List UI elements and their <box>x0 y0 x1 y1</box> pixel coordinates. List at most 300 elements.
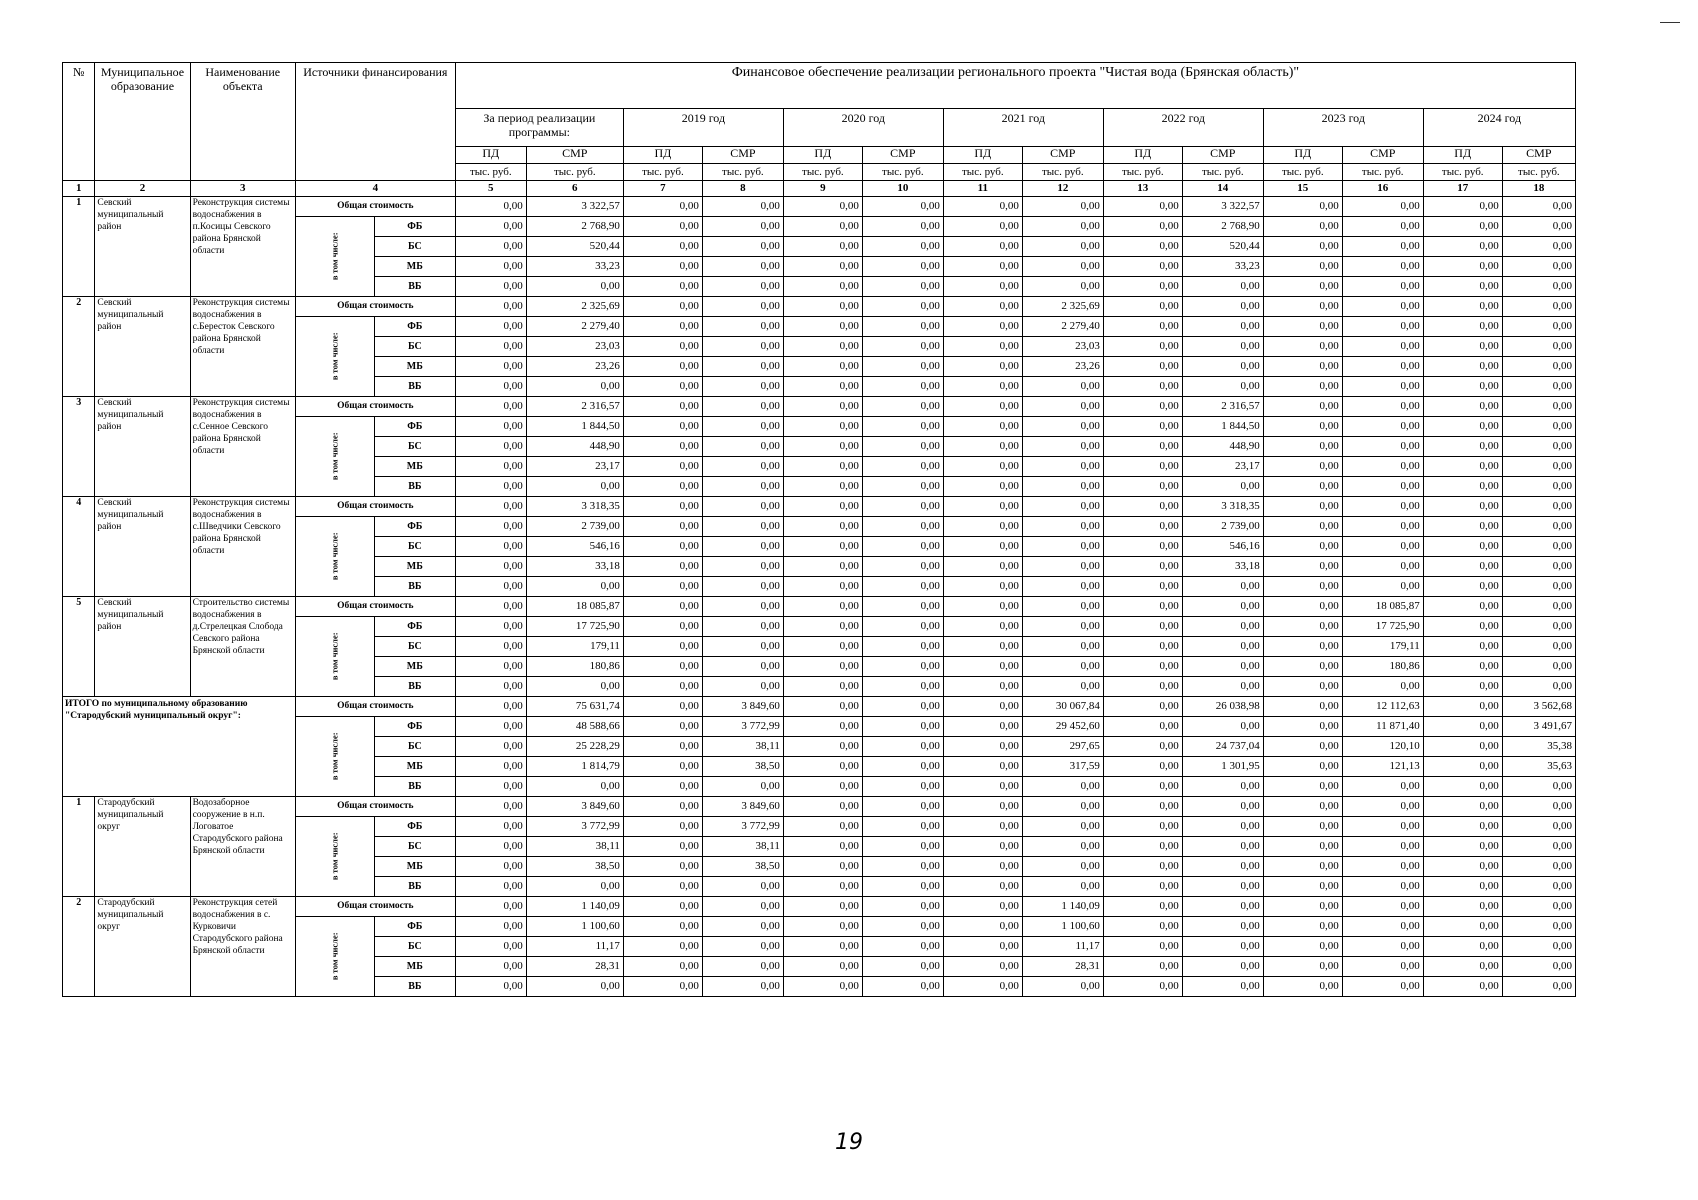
header-unit: тыс. руб. <box>943 164 1022 181</box>
value-cell: 0,00 <box>943 597 1022 617</box>
value-cell: 38,11 <box>702 737 783 757</box>
value-cell: 0,00 <box>455 217 526 237</box>
header-unit: тыс. руб. <box>1182 164 1263 181</box>
value-cell: 0,00 <box>623 677 702 697</box>
value-cell: 2 739,00 <box>1182 517 1263 537</box>
value-cell: 18 085,87 <box>526 597 623 617</box>
value-cell: 0,00 <box>1022 397 1103 417</box>
value-cell: 0,00 <box>862 237 943 257</box>
value-cell: 1 140,09 <box>1022 897 1103 917</box>
value-cell: 0,00 <box>702 917 783 937</box>
value-cell: 0,00 <box>455 637 526 657</box>
value-cell: 0,00 <box>783 577 862 597</box>
value-cell: 75 631,74 <box>526 697 623 717</box>
source-label: БС <box>374 537 455 557</box>
value-cell: 0,00 <box>783 717 862 737</box>
value-cell: 0,00 <box>1103 437 1182 457</box>
value-cell: 0,00 <box>943 437 1022 457</box>
value-cell: 0,00 <box>1022 377 1103 397</box>
row-index: 2 <box>63 897 95 997</box>
column-number: 12 <box>1022 181 1103 197</box>
source-label: МБ <box>374 557 455 577</box>
source-label: ВБ <box>374 577 455 597</box>
value-cell: 0,00 <box>623 557 702 577</box>
table-row-total <box>63 197 1576 217</box>
value-cell: 0,00 <box>1502 297 1575 317</box>
value-cell: 0,00 <box>783 837 862 857</box>
value-cell: 0,00 <box>1502 777 1575 797</box>
value-cell: 0,00 <box>862 277 943 297</box>
value-cell: 0,00 <box>623 617 702 637</box>
value-cell: 0,00 <box>702 457 783 477</box>
value-cell: 0,00 <box>455 697 526 717</box>
page-number: 19 <box>835 1130 863 1155</box>
value-cell: 0,00 <box>1103 797 1182 817</box>
header-year-2021: 2021 год <box>943 109 1103 147</box>
table-row-total <box>63 497 1576 517</box>
value-cell: 0,00 <box>1263 297 1342 317</box>
value-cell: 0,00 <box>623 277 702 297</box>
value-cell: 546,16 <box>526 537 623 557</box>
including-label-cell <box>295 217 374 297</box>
value-cell: 0,00 <box>623 777 702 797</box>
value-cell: 0,00 <box>455 397 526 417</box>
value-cell: 0,00 <box>455 777 526 797</box>
value-cell: 0,00 <box>455 317 526 337</box>
value-cell: 0,00 <box>623 517 702 537</box>
value-cell: 0,00 <box>1342 197 1423 217</box>
value-cell: 0,00 <box>1423 197 1502 217</box>
value-cell: 0,00 <box>862 477 943 497</box>
value-cell: 25 228,29 <box>526 737 623 757</box>
value-cell: 0,00 <box>862 197 943 217</box>
value-cell: 0,00 <box>1103 297 1182 317</box>
value-cell: 0,00 <box>455 617 526 637</box>
column-number: 1 <box>63 181 95 197</box>
source-label: МБ <box>374 457 455 477</box>
source-label: ВБ <box>374 777 455 797</box>
value-cell: 0,00 <box>1502 517 1575 537</box>
value-cell: 0,00 <box>862 317 943 337</box>
value-cell: 0,00 <box>1423 797 1502 817</box>
value-cell: 0,00 <box>943 657 1022 677</box>
including-label-cell <box>295 617 374 697</box>
source-label: МБ <box>374 957 455 977</box>
value-cell: 3 318,35 <box>526 497 623 517</box>
value-cell: 0,00 <box>702 517 783 537</box>
value-cell: 0,00 <box>1263 217 1342 237</box>
row-index: 4 <box>63 497 95 597</box>
value-cell: 0,00 <box>783 657 862 677</box>
value-cell: 0,00 <box>702 577 783 597</box>
value-cell: 0,00 <box>1502 197 1575 217</box>
header-unit: тыс. руб. <box>1103 164 1182 181</box>
source-label: ФБ <box>374 717 455 737</box>
value-cell: 0,00 <box>623 377 702 397</box>
value-cell: 0,00 <box>1263 877 1342 897</box>
municipality-cell: Севский муниципальный район <box>95 397 190 497</box>
source-label: ВБ <box>374 977 455 997</box>
value-cell: 0,00 <box>1263 757 1342 777</box>
value-cell: 0,00 <box>783 317 862 337</box>
value-cell: 0,00 <box>1502 377 1575 397</box>
value-cell: 0,00 <box>623 977 702 997</box>
value-cell: 0,00 <box>862 397 943 417</box>
value-cell: 17 725,90 <box>526 617 623 637</box>
value-cell: 0,00 <box>623 597 702 617</box>
value-cell: 0,00 <box>1103 357 1182 377</box>
including-label-cell <box>295 517 374 597</box>
value-cell: 0,00 <box>943 677 1022 697</box>
value-cell: 0,00 <box>1263 337 1342 357</box>
source-label: ВБ <box>374 477 455 497</box>
value-cell: 0,00 <box>943 757 1022 777</box>
value-cell: 0,00 <box>1342 477 1423 497</box>
header-year-2022: 2022 год <box>1103 109 1263 147</box>
source-label: МБ <box>374 757 455 777</box>
value-cell: 520,44 <box>1182 237 1263 257</box>
value-cell: 0,00 <box>1103 337 1182 357</box>
value-cell: 0,00 <box>702 277 783 297</box>
value-cell: 0,00 <box>1502 257 1575 277</box>
value-cell: 0,00 <box>526 377 623 397</box>
value-cell: 297,65 <box>1022 737 1103 757</box>
value-cell: 0,00 <box>862 217 943 237</box>
value-cell: 0,00 <box>1103 497 1182 517</box>
value-cell: 0,00 <box>702 217 783 237</box>
value-cell: 2 316,57 <box>526 397 623 417</box>
value-cell: 0,00 <box>1182 577 1263 597</box>
value-cell: 0,00 <box>1022 237 1103 257</box>
including-label: в том числе: <box>329 332 340 381</box>
value-cell: 3 322,57 <box>1182 197 1263 217</box>
value-cell: 0,00 <box>943 837 1022 857</box>
value-cell: 0,00 <box>783 337 862 357</box>
value-cell: 0,00 <box>1263 957 1342 977</box>
value-cell: 33,18 <box>526 557 623 577</box>
value-cell: 317,59 <box>1022 757 1103 777</box>
finance-table-sheet <box>62 62 1576 997</box>
value-cell: 0,00 <box>943 617 1022 637</box>
value-cell: 0,00 <box>623 857 702 877</box>
value-cell: 0,00 <box>783 897 862 917</box>
value-cell: 0,00 <box>1103 257 1182 277</box>
value-cell: 0,00 <box>862 537 943 557</box>
value-cell: 0,00 <box>623 717 702 737</box>
value-cell: 11 871,40 <box>1342 717 1423 737</box>
value-cell: 180,86 <box>526 657 623 677</box>
value-cell: 0,00 <box>1263 537 1342 557</box>
value-cell: 0,00 <box>1263 197 1342 217</box>
header-unit: тыс. руб. <box>1022 164 1103 181</box>
value-cell: 0,00 <box>1423 877 1502 897</box>
value-cell: 0,00 <box>1263 897 1342 917</box>
value-cell: 0,00 <box>1423 897 1502 917</box>
value-cell: 0,00 <box>862 617 943 637</box>
value-cell: 0,00 <box>943 297 1022 317</box>
value-cell: 0,00 <box>783 957 862 977</box>
value-cell: 0,00 <box>455 197 526 217</box>
value-cell: 23,03 <box>1022 337 1103 357</box>
finance-table <box>62 62 1576 997</box>
table-row-total <box>63 697 1576 717</box>
value-cell: 0,00 <box>943 217 1022 237</box>
value-cell: 3 772,99 <box>526 817 623 837</box>
value-cell: 0,00 <box>1103 937 1182 957</box>
value-cell: 0,00 <box>1423 317 1502 337</box>
value-cell: 0,00 <box>1502 237 1575 257</box>
value-cell: 0,00 <box>783 277 862 297</box>
value-cell: 0,00 <box>783 557 862 577</box>
value-cell: 0,00 <box>1022 597 1103 617</box>
source-label: БС <box>374 837 455 857</box>
value-cell: 0,00 <box>702 977 783 997</box>
header-unit: тыс. руб. <box>862 164 943 181</box>
header-unit: тыс. руб. <box>1342 164 1423 181</box>
value-cell: 0,00 <box>943 957 1022 977</box>
header-unit: тыс. руб. <box>783 164 862 181</box>
value-cell: 0,00 <box>862 937 943 957</box>
value-cell: 33,23 <box>1182 257 1263 277</box>
value-cell: 3 318,35 <box>1182 497 1263 517</box>
value-cell: 0,00 <box>623 577 702 597</box>
value-cell: 0,00 <box>455 517 526 537</box>
source-label: ФБ <box>374 817 455 837</box>
value-cell: 0,00 <box>702 497 783 517</box>
value-cell: 0,00 <box>1342 857 1423 877</box>
value-cell: 0,00 <box>1182 477 1263 497</box>
value-cell: 0,00 <box>455 737 526 757</box>
value-cell: 0,00 <box>1342 777 1423 797</box>
value-cell: 0,00 <box>702 597 783 617</box>
value-cell: 0,00 <box>526 977 623 997</box>
value-cell: 0,00 <box>783 777 862 797</box>
value-cell: 0,00 <box>1342 297 1423 317</box>
value-cell: 0,00 <box>943 777 1022 797</box>
value-cell: 0,00 <box>862 357 943 377</box>
value-cell: 0,00 <box>702 377 783 397</box>
value-cell: 0,00 <box>702 937 783 957</box>
source-label: ФБ <box>374 417 455 437</box>
value-cell: 0,00 <box>1423 297 1502 317</box>
value-cell: 0,00 <box>1502 317 1575 337</box>
value-cell: 0,00 <box>1022 777 1103 797</box>
row-index: 3 <box>63 397 95 497</box>
value-cell: 0,00 <box>1342 877 1423 897</box>
value-cell: 448,90 <box>1182 437 1263 457</box>
value-cell: 0,00 <box>1103 957 1182 977</box>
value-cell: 38,50 <box>702 857 783 877</box>
value-cell: 0,00 <box>1263 797 1342 817</box>
value-cell: 0,00 <box>1502 437 1575 457</box>
value-cell: 0,00 <box>943 537 1022 557</box>
value-cell: 0,00 <box>783 477 862 497</box>
value-cell: 0,00 <box>1423 377 1502 397</box>
including-label: в том числе: <box>329 632 340 681</box>
value-cell: 0,00 <box>1103 377 1182 397</box>
value-cell: 38,11 <box>526 837 623 857</box>
value-cell: 0,00 <box>1103 917 1182 937</box>
value-cell: 0,00 <box>1263 417 1342 437</box>
value-cell: 0,00 <box>1342 277 1423 297</box>
value-cell: 0,00 <box>1423 637 1502 657</box>
value-cell: 0,00 <box>455 477 526 497</box>
value-cell: 0,00 <box>623 737 702 757</box>
value-cell: 0,00 <box>943 557 1022 577</box>
value-cell: 0,00 <box>1423 457 1502 477</box>
value-cell: 0,00 <box>862 857 943 877</box>
value-cell: 0,00 <box>1502 957 1575 977</box>
value-cell: 0,00 <box>1022 797 1103 817</box>
including-label-cell <box>295 917 374 997</box>
value-cell: 0,00 <box>1182 937 1263 957</box>
value-cell: 0,00 <box>1502 577 1575 597</box>
value-cell: 33,23 <box>526 257 623 277</box>
column-number: 13 <box>1103 181 1182 197</box>
value-cell: 0,00 <box>702 617 783 637</box>
value-cell: 0,00 <box>1103 777 1182 797</box>
value-cell: 0,00 <box>1423 337 1502 357</box>
header-unit: тыс. руб. <box>1423 164 1502 181</box>
value-cell: 0,00 <box>1263 657 1342 677</box>
total-cost-label: Общая стоимость <box>295 397 455 417</box>
value-cell: 0,00 <box>1103 897 1182 917</box>
value-cell: 0,00 <box>455 877 526 897</box>
value-cell: 0,00 <box>943 497 1022 517</box>
value-cell: 0,00 <box>702 397 783 417</box>
value-cell: 0,00 <box>702 637 783 657</box>
value-cell: 0,00 <box>783 457 862 477</box>
including-label: в том числе: <box>329 932 340 981</box>
header-unit: тыс. руб. <box>1263 164 1342 181</box>
total-cost-label: Общая стоимость <box>295 197 455 217</box>
value-cell: 1 844,50 <box>526 417 623 437</box>
value-cell: 0,00 <box>1423 697 1502 717</box>
header-pd: ПД <box>1103 147 1182 164</box>
source-label: БС <box>374 637 455 657</box>
value-cell: 0,00 <box>702 417 783 437</box>
value-cell: 0,00 <box>1502 417 1575 437</box>
value-cell: 0,00 <box>1022 617 1103 637</box>
value-cell: 0,00 <box>783 637 862 657</box>
value-cell: 38,50 <box>526 857 623 877</box>
value-cell: 0,00 <box>862 577 943 597</box>
value-cell: 0,00 <box>1182 837 1263 857</box>
value-cell: 0,00 <box>1342 317 1423 337</box>
value-cell: 0,00 <box>862 697 943 717</box>
value-cell: 0,00 <box>1342 497 1423 517</box>
value-cell: 0,00 <box>943 477 1022 497</box>
header-smr: СМР <box>1182 147 1263 164</box>
value-cell: 0,00 <box>1423 217 1502 237</box>
value-cell: 0,00 <box>943 237 1022 257</box>
value-cell: 0,00 <box>943 357 1022 377</box>
value-cell: 0,00 <box>783 737 862 757</box>
header-object: Наименование объекта <box>190 63 295 181</box>
value-cell: 0,00 <box>623 297 702 317</box>
row-index: 2 <box>63 297 95 397</box>
value-cell: 30 067,84 <box>1022 697 1103 717</box>
value-cell: 0,00 <box>1502 557 1575 577</box>
value-cell: 179,11 <box>1342 637 1423 657</box>
value-cell: 0,00 <box>526 477 623 497</box>
value-cell: 0,00 <box>455 597 526 617</box>
value-cell: 0,00 <box>1182 677 1263 697</box>
itogo-label: ИТОГО по муниципальному образованию "Стародубский муниципальный округ": <box>63 697 296 797</box>
value-cell: 0,00 <box>1342 417 1423 437</box>
value-cell: 12 112,63 <box>1342 697 1423 717</box>
value-cell: 0,00 <box>1263 437 1342 457</box>
value-cell: 0,00 <box>1342 457 1423 477</box>
including-label: в том числе: <box>329 532 340 581</box>
value-cell: 0,00 <box>1342 577 1423 597</box>
value-cell: 0,00 <box>702 437 783 457</box>
value-cell: 0,00 <box>943 337 1022 357</box>
value-cell: 0,00 <box>702 537 783 557</box>
value-cell: 3 772,99 <box>702 817 783 837</box>
value-cell: 0,00 <box>1182 857 1263 877</box>
value-cell: 28,31 <box>1022 957 1103 977</box>
column-number: 7 <box>623 181 702 197</box>
value-cell: 0,00 <box>623 357 702 377</box>
value-cell: 0,00 <box>1342 357 1423 377</box>
table-row-total <box>63 797 1576 817</box>
value-cell: 0,00 <box>455 857 526 877</box>
value-cell: 2 768,90 <box>526 217 623 237</box>
value-cell: 0,00 <box>1182 337 1263 357</box>
value-cell: 0,00 <box>1263 617 1342 637</box>
value-cell: 0,00 <box>1103 817 1182 837</box>
value-cell: 0,00 <box>623 217 702 237</box>
value-cell: 35,63 <box>1502 757 1575 777</box>
value-cell: 0,00 <box>1502 357 1575 377</box>
value-cell: 0,00 <box>1423 837 1502 857</box>
value-cell: 0,00 <box>702 877 783 897</box>
value-cell: 0,00 <box>1423 857 1502 877</box>
source-label: МБ <box>374 857 455 877</box>
value-cell: 0,00 <box>1423 237 1502 257</box>
value-cell: 0,00 <box>455 437 526 457</box>
header-unit: тыс. руб. <box>1502 164 1575 181</box>
value-cell: 0,00 <box>455 277 526 297</box>
value-cell: 0,00 <box>1342 537 1423 557</box>
value-cell: 0,00 <box>862 557 943 577</box>
column-number: 17 <box>1423 181 1502 197</box>
value-cell: 0,00 <box>1263 477 1342 497</box>
value-cell: 0,00 <box>862 877 943 897</box>
value-cell: 0,00 <box>1263 637 1342 657</box>
value-cell: 0,00 <box>1423 617 1502 637</box>
value-cell: 23,26 <box>526 357 623 377</box>
value-cell: 1 844,50 <box>1182 417 1263 437</box>
table-row-total <box>63 597 1576 617</box>
value-cell: 0,00 <box>1263 397 1342 417</box>
value-cell: 0,00 <box>943 457 1022 477</box>
header-unit: тыс. руб. <box>623 164 702 181</box>
value-cell: 0,00 <box>1423 717 1502 737</box>
source-label: ФБ <box>374 517 455 537</box>
value-cell: 0,00 <box>1263 277 1342 297</box>
value-cell: 2 739,00 <box>526 517 623 537</box>
value-cell: 0,00 <box>943 197 1022 217</box>
total-cost-label: Общая стоимость <box>295 697 455 717</box>
value-cell: 0,00 <box>1182 637 1263 657</box>
value-cell: 0,00 <box>783 417 862 437</box>
value-cell: 0,00 <box>1182 357 1263 377</box>
value-cell: 0,00 <box>702 317 783 337</box>
value-cell: 0,00 <box>1263 557 1342 577</box>
value-cell: 0,00 <box>862 737 943 757</box>
